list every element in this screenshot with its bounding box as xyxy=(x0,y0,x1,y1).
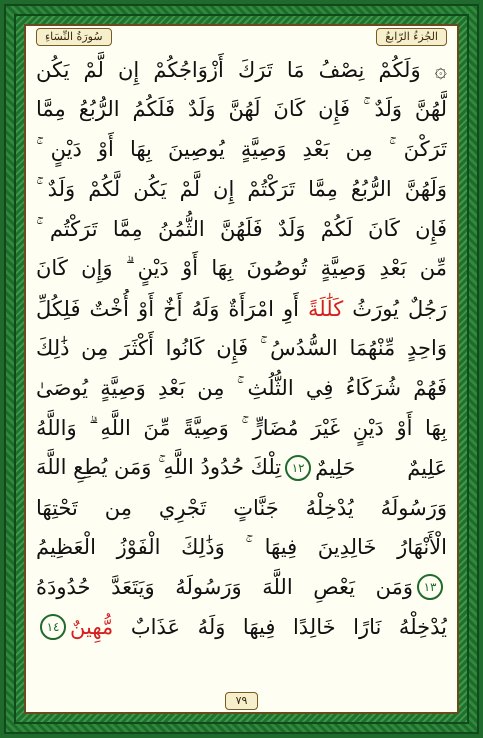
verse-line-12 xyxy=(36,488,447,528)
ayah-number-marker: ١٢ xyxy=(285,455,311,481)
line-text xyxy=(70,615,447,639)
line-text: وَاحِدٍ مِّنْهُمَا السُّدُسُ ۚ فَإِن كَانُوا أَكْثَرَ مِن ذَٰلِكَ xyxy=(36,335,447,360)
verse-line-6 xyxy=(36,249,447,289)
verse-line-3 xyxy=(36,130,447,170)
line-text: وَمَن يَعْصِ اللَّهَ وَرَسُولَهُ وَيَتَعَدَّ حُدُودَهُ xyxy=(36,575,413,600)
verse-line-8 xyxy=(36,329,447,369)
line-text-before: يُدْخِلْهُ نَارًا خَالِدًا فِيهَا وَلَهُ عَذَابٌ xyxy=(130,615,447,640)
ayah-number-marker: ١٣ xyxy=(417,574,443,600)
ayah-number-marker: ١٤ xyxy=(40,614,66,640)
verse-line-2 xyxy=(36,90,447,130)
text-panel xyxy=(24,24,459,714)
line-text-before: رَجُلٌ يُورَثُ xyxy=(352,296,447,321)
verse-line-15 xyxy=(36,607,447,647)
line-text: فَإِن كَانَ لَكُمْ وَلَدٌ فَلَهُنَّ الثُّمُنُ مِمَّا تَرَكْتُم ۚ xyxy=(36,216,447,241)
line-text: تَرَكْنَ ۚ مِن بَعْدِ وَصِيَّةٍ يُوصِينَ بِهَا أَوْ دَيْنٍ ۚ xyxy=(36,136,447,161)
surah-name-label: سُورَةُ النِّسَاءِ xyxy=(36,28,112,46)
verse-line-4 xyxy=(36,169,447,209)
highlighted-word: مُّهِينٌ xyxy=(70,615,114,640)
verse-line-13 xyxy=(36,528,447,568)
line-text: وَرَسُولَهُ يُدْخِلْهُ جَنَّاتٍ تَجْرِي مِن تَحْتِهَا xyxy=(36,495,447,520)
line-text: فَهُمْ شُرَكَاءُ فِي الثُّلُثِ ۚ مِن بَعْدِ وَصِيَّةٍ يُوصَىٰ xyxy=(36,375,447,400)
line-text: تِلْكَ حُدُودُ اللَّهِ ۚ وَمَن يُطِعِ اللَّهَ xyxy=(36,455,282,480)
verse-line-5 xyxy=(36,209,447,249)
line-text: مِّن بَعْدِ وَصِيَّةٍ تُوصُونَ بِهَا أَوْ دَيْنٍ ۗ وَإِن كَانَ xyxy=(36,256,447,281)
verse-lines xyxy=(36,50,447,688)
juz-label: الجُزءُ الرّابعُ xyxy=(376,28,447,46)
line-text: ۞ وَلَكُمْ نِصْفُ مَا تَرَكَ أَزْوَاجُكُمْ إِن لَّمْ يَكُن xyxy=(36,57,447,82)
line-text xyxy=(36,297,447,321)
verse-line-9 xyxy=(36,368,447,408)
line-text: وَلَهُنَّ الرُّبُعُ مِمَّا تَرَكْتُمْ إِن لَّمْ يَكُن لَّكُمْ وَلَدٌ ۚ xyxy=(36,176,447,201)
verse-line-1 xyxy=(36,50,447,90)
line-text: الْأَنْهَارُ خَالِدِينَ فِيهَا ۚ وَذَٰلِكَ الْفَوْزُ الْعَظِيمُ xyxy=(36,534,447,559)
line-text: لَّهُنَّ وَلَدٌ ۚ فَإِن كَانَ لَهُنَّ وَلَدٌ فَلَكُمُ الرُّبُعُ مِمَّا xyxy=(36,97,447,122)
verse-line-14 xyxy=(36,567,447,607)
verse-line-7 xyxy=(36,289,447,329)
page-number: ٧٩ xyxy=(225,692,259,710)
line-text-after: أَوِ امْرَأَةٌ وَلَهُ أَخٌ أَوْ أُخْتٌ فَلِكُلِّ xyxy=(36,296,299,321)
highlighted-word: كَلَٰلَةً xyxy=(308,296,344,321)
line-text: بِهَا أَوْ دَيْنٍ غَيْرَ مُضَارٍّ ۚ وَصِيَّةً مِّنَ اللَّهِ ۗ وَاللَّهُ xyxy=(36,415,447,440)
page-header xyxy=(26,26,457,48)
verse-line-10 xyxy=(36,408,447,448)
page-footer xyxy=(26,690,457,712)
verse-line-11 xyxy=(36,448,447,488)
line-text: عَلِيمٌ حَلِيمٌ xyxy=(315,455,447,480)
